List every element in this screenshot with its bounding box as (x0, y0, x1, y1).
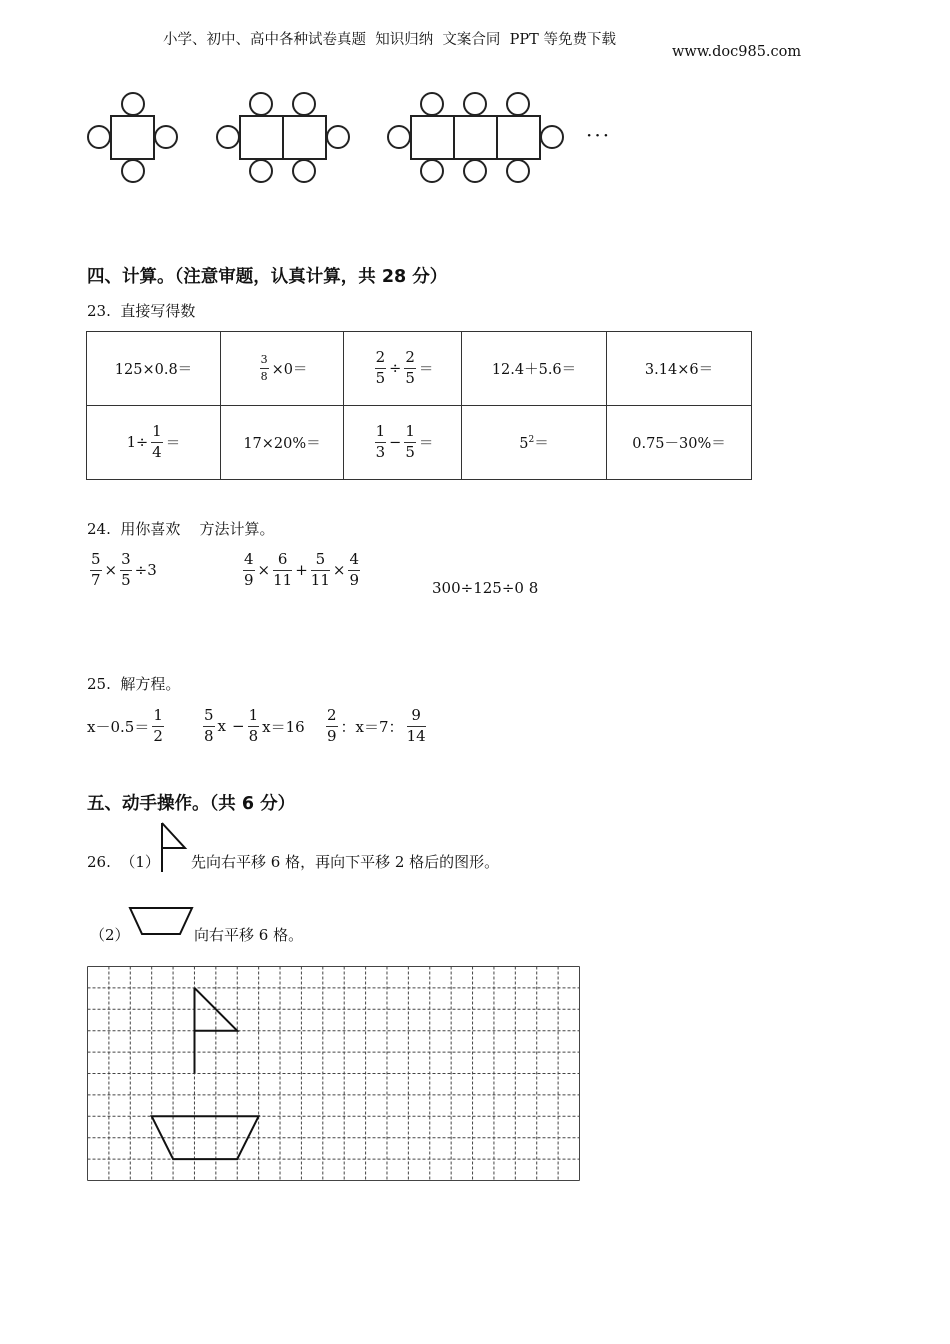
table-row (87, 332, 752, 406)
fraction: $\frac{1}{5}$ (405, 422, 415, 461)
table-pattern-figure (0, 0, 950, 200)
fraction: $\frac{2}{5}$ (405, 348, 415, 387)
translation-grid (87, 966, 580, 1182)
fraction: $\frac{1}{4}$ (152, 422, 162, 461)
q23-r1c5: 3.14×6＝ (607, 332, 752, 406)
q23-r1c3: $\frac{2}{5}$ ÷ $\frac{2}{5}$ ＝ (344, 332, 462, 406)
table-row (87, 406, 752, 480)
q23-r2c3: $\frac{1}{3}$ − $\frac{1}{5}$ ＝ (344, 406, 462, 480)
pattern-ellipsis: ··· (586, 123, 612, 147)
q24-expr2: $\frac{4}{9}$ × $\frac{6}{11}$ + $\frac{5}{11}$ × $\frac{4}{9}$ (244, 550, 360, 589)
header-url: www.doc985.com (672, 44, 802, 60)
fraction: $\frac{4}{9}$ (349, 550, 360, 589)
q23-r1c4: 12.4＋5.6＝ (462, 332, 607, 406)
table-3-figure (388, 93, 563, 182)
fraction: $\frac{9}{14}$ (406, 706, 426, 745)
q24-expr3: 300÷125÷0 8 (432, 579, 539, 597)
fraction: $\frac{4}{9}$ (244, 550, 254, 589)
table-2-figure (217, 93, 349, 182)
q23-label: 23. 直接写得数 (87, 302, 196, 320)
fraction: $\frac{5}{8}$ (204, 706, 214, 745)
q23-r1c2: $\frac{3}{8}$ ×0＝ (221, 332, 344, 406)
trapezoid-icon (128, 906, 194, 936)
table-1-figure (88, 93, 177, 182)
q23-r2c1: 1÷ $\frac{1}{4}$ ＝ (87, 406, 221, 480)
fraction: $\frac{2}{9}$ (327, 706, 337, 745)
fraction: $\frac{3}{5}$ (121, 550, 131, 589)
q26-label-2: （2） (90, 926, 130, 944)
q23-r2c5: 0.75－30%＝ (607, 406, 752, 480)
fraction: $\frac{1}{8}$ (248, 706, 259, 745)
q25-label: 25. 解方程。 (87, 675, 181, 693)
flag-icon (158, 822, 192, 874)
fraction: $\frac{2}{5}$ (375, 348, 386, 387)
q26-label-1: 26. （1） (87, 853, 160, 871)
q25-eq2: $\frac{5}{8}$ x − $\frac{1}{8}$ x＝16 (204, 706, 305, 745)
fraction: $\frac{1}{2}$ (153, 706, 163, 745)
q24-expr1: $\frac{5}{7}$ × $\frac{3}{5}$ ÷3 (91, 550, 157, 589)
q26-text-2: 向右平移 6 格。 (194, 926, 304, 944)
q23-r1c1: 125×0.8＝ (87, 332, 221, 406)
header-left-text: 小学、初中、高中各种试卷真题 知识归纳 文案合同 PPT 等免费下载 (163, 32, 616, 48)
fraction: $\frac{3}{8}$ (260, 353, 268, 383)
q25-eq3: $\frac{2}{9}$ ：x＝7： $\frac{9}{14}$ (327, 706, 426, 745)
q23-r2c4: $5^2=$ (462, 406, 607, 480)
fraction: $\frac{5}{11}$ (310, 550, 330, 589)
section4-title: 四、计算。（注意审题，认真计算，共 28 分） (87, 267, 448, 287)
fraction: $\frac{5}{7}$ (91, 550, 101, 589)
fraction: $\frac{1}{3}$ (375, 422, 386, 461)
q24-label: 24. 用你喜欢 方法计算。 (87, 520, 275, 538)
q25-eq1: x－0.5＝ $\frac{1}{2}$ (87, 706, 163, 745)
q23-r2c2: 17×20%＝ (221, 406, 344, 480)
fraction: $\frac{6}{11}$ (273, 550, 293, 589)
q26-text-1: 先向右平移 6 格，再向下平移 2 格后的图形。 (191, 853, 500, 871)
section5-title: 五、动手操作。（共 6 分） (87, 794, 296, 814)
q23-table (86, 331, 752, 480)
